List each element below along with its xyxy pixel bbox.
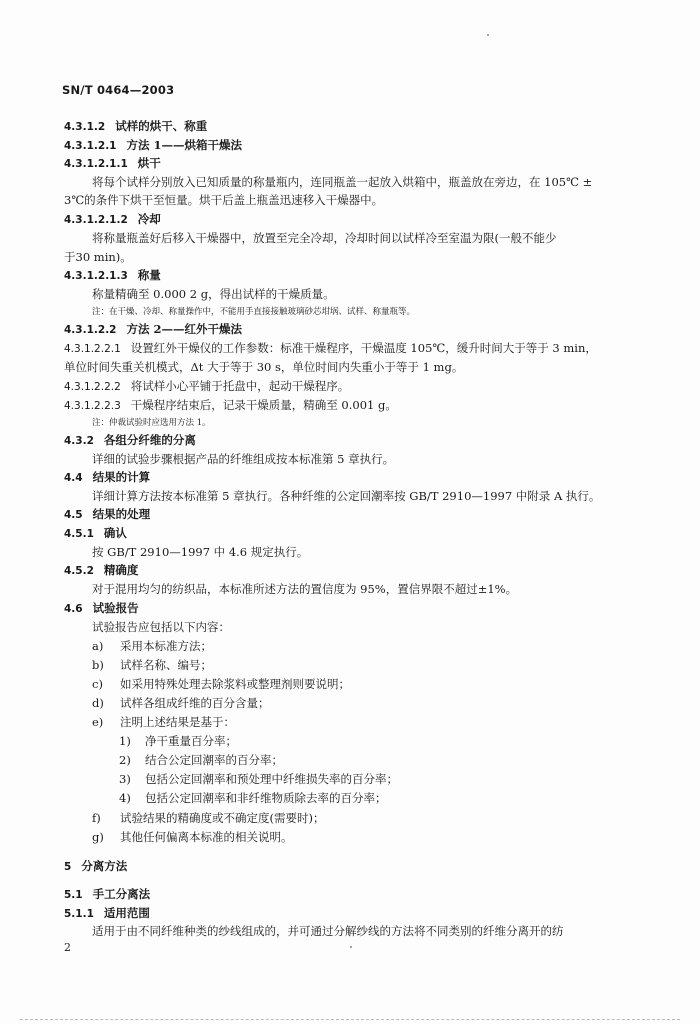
paragraph-line: 称量精确至 0.000 2 g，得出试样的干燥质量。 (92, 287, 335, 301)
paragraph-line: 将每个试样分别放入已知质量的称量瓶内，连同瓶盖一起放入烘箱中，瓶盖放在旁边，在 105℃ ± (92, 175, 593, 189)
clause-heading (64, 563, 138, 578)
sub-list-item (119, 791, 387, 805)
clause-title: 精确度 (103, 563, 139, 577)
clause-number: 5.1 (64, 889, 83, 901)
paragraph-line: 适用于由不同纤维种类的纱线组成的，并可通过分解纱线的方法将不同类别的纤维分离开的纺 (92, 924, 564, 938)
clause-heading (64, 268, 161, 283)
clause-number: 4.3.1.2.1 (64, 140, 117, 152)
clause-title: 适用范围 (103, 906, 150, 920)
clause-title: 烘干 (137, 156, 161, 170)
list-text: 包括公定回潮率和非纤维物质除去率的百分率； (145, 791, 387, 805)
clause-text: 干燥程序结束后，记录干燥质量，精确至 0.001 g。 (130, 398, 397, 412)
clause-heading (64, 470, 150, 485)
list-marker: 2) (119, 753, 131, 767)
list-marker: a) (92, 639, 104, 653)
list-text: 包括公定回潮率和预处理中纤维损失率的百分率； (145, 772, 398, 786)
list-item (92, 658, 212, 672)
paragraph-line: 于30 min)。 (64, 250, 132, 264)
clause-heading (64, 526, 127, 541)
clause-heading (64, 322, 242, 337)
clause-number: 4.3.1.2.1.3 (64, 270, 128, 282)
clause-number: 4.3.1.2.1.2 (64, 214, 128, 226)
clause-number: 4.3.1.2.2 (64, 324, 117, 336)
clause-number: 4.6 (64, 603, 83, 615)
paragraph-line: 按 GB/T 2910—1997 中 4.6 规定执行。 (92, 545, 309, 559)
clause-heading (64, 156, 161, 171)
list-marker: d) (92, 696, 104, 710)
clause-heading (64, 212, 161, 227)
clause-number: 4.3.1.2.2.1 (64, 343, 121, 355)
clause-number: 4.3.1.2 (64, 121, 106, 133)
note-line: 注：在干燥、冷却、称量操作中，不能用手直接接触玻璃砂芯坩埚、试样、称量瓶等。 (92, 307, 416, 317)
list-text: 试验结果的精确度或不确定度(需要时)； (120, 811, 325, 825)
clause-title: 各组分纤维的分离 (103, 433, 196, 447)
list-marker: e) (92, 715, 104, 729)
sub-list-item (119, 734, 237, 748)
list-marker: f) (92, 811, 101, 825)
paragraph-line: 对于混用均匀的纺织品，本标准所述方法的置信度为 95%，置信界限不超过±1%。 (92, 582, 518, 596)
list-marker: c) (92, 677, 103, 691)
list-text: 净干重量百分率； (145, 734, 237, 748)
paragraph-line: 详细的试验步骤根据产品的纤维组成按本标准第 5 章执行。 (92, 452, 395, 466)
clause-number: 4.3.1.2.2.2 (64, 381, 121, 393)
list-item (92, 811, 324, 825)
clause-title: 结果的处理 (92, 507, 151, 521)
list-marker: b) (92, 658, 104, 672)
paragraph-line: 单位时间失重关机模式，Δt 大于等于 30 s，单位时间内失重小于等于 1 mg。 (64, 360, 464, 374)
clause-title: 试样的烘干、称重 (115, 119, 208, 133)
paragraph-line: 将称量瓶盖好后移入干燥器中，放置至完全冷却，冷却时间以试样冷至室温为限(一般不能少 (92, 231, 557, 245)
clause-text: 将试样小心平铺于托盘中，起动干燥程序。 (130, 379, 350, 393)
scan-speck (487, 34, 489, 36)
list-text: 采用本标准方法； (120, 639, 212, 653)
note-line: 注：仲裁试验时应选用方法 1。 (92, 418, 211, 428)
page-number: 2 (64, 941, 71, 954)
list-text: 试样名称、编号； (120, 658, 212, 672)
clause-number: 4.4 (64, 472, 83, 484)
clause-title: 结果的计算 (92, 470, 151, 484)
list-marker: 1) (119, 734, 131, 748)
paragraph-line (64, 379, 349, 394)
clause-number: 4.3.2 (64, 435, 94, 447)
list-item (92, 830, 293, 844)
clause-number: 4.5.1 (64, 528, 94, 540)
scan-speck (350, 946, 352, 948)
clause-number: 4.5 (64, 509, 83, 521)
standard-code-header: SN/T 0464—2003 (62, 83, 175, 97)
paragraph-line (64, 398, 397, 413)
list-item (92, 639, 212, 653)
clause-heading (64, 119, 207, 134)
clause-text: 设置红外干燥仪的工作参数：标准干燥程序，干燥温度 105℃，缓升时间大于等于 3 min， (130, 341, 597, 355)
clause-title: 方法 1——烘箱干燥法 (126, 138, 243, 152)
list-marker: g) (92, 830, 104, 844)
clause-title: 冷却 (137, 212, 161, 226)
list-item (92, 696, 270, 710)
list-marker: 3) (119, 772, 131, 786)
list-marker: 4) (119, 791, 131, 805)
chapter-number: 5 (64, 861, 72, 873)
list-text: 如采用特殊处理去除浆料或整理剂则要说明； (120, 677, 350, 691)
paragraph-line (64, 341, 597, 356)
list-text: 注明上述结果是基于： (120, 715, 235, 729)
clause-title: 确认 (103, 526, 127, 540)
list-text: 其他任何偏离本标准的相关说明。 (120, 830, 293, 844)
clause-number: 5.1.1 (64, 908, 94, 920)
clause-heading (64, 507, 150, 522)
list-text: 试样各组成纤维的百分含量； (120, 696, 270, 710)
clause-number: 4.5.2 (64, 565, 94, 577)
clause-heading (64, 433, 196, 448)
clause-title: 称量 (137, 268, 161, 282)
clause-heading (64, 601, 139, 616)
paragraph-line: 3℃的条件下烘干至恒量。烘干后盖上瓶盖迅速移入干燥器中。 (64, 193, 384, 207)
chapter-title: 分离方法 (81, 859, 128, 873)
chapter-heading (64, 859, 127, 874)
paragraph-line: 试验报告应包括以下内容： (92, 620, 230, 634)
clause-heading (64, 887, 150, 902)
paragraph-line: 详细计算方法按本标准第 5 章执行。各种纤维的公定回潮率按 GB/T 2910—1997 中附录 A 执行。 (92, 489, 601, 503)
clause-title: 方法 2——红外干燥法 (126, 322, 243, 336)
clause-heading (64, 138, 242, 153)
clause-number: 4.3.1.2.1.1 (64, 158, 128, 170)
clause-heading (64, 906, 150, 921)
list-item (92, 715, 235, 729)
list-text: 结合公定回潮率的百分率； (145, 753, 283, 767)
scan-edge-rule (20, 1019, 680, 1020)
sub-list-item (119, 772, 398, 786)
clause-number: 4.3.1.2.2.3 (64, 400, 121, 412)
clause-title: 试验报告 (92, 601, 139, 615)
sub-list-item (119, 753, 283, 767)
list-item (92, 677, 350, 691)
clause-title: 手工分离法 (92, 887, 151, 901)
